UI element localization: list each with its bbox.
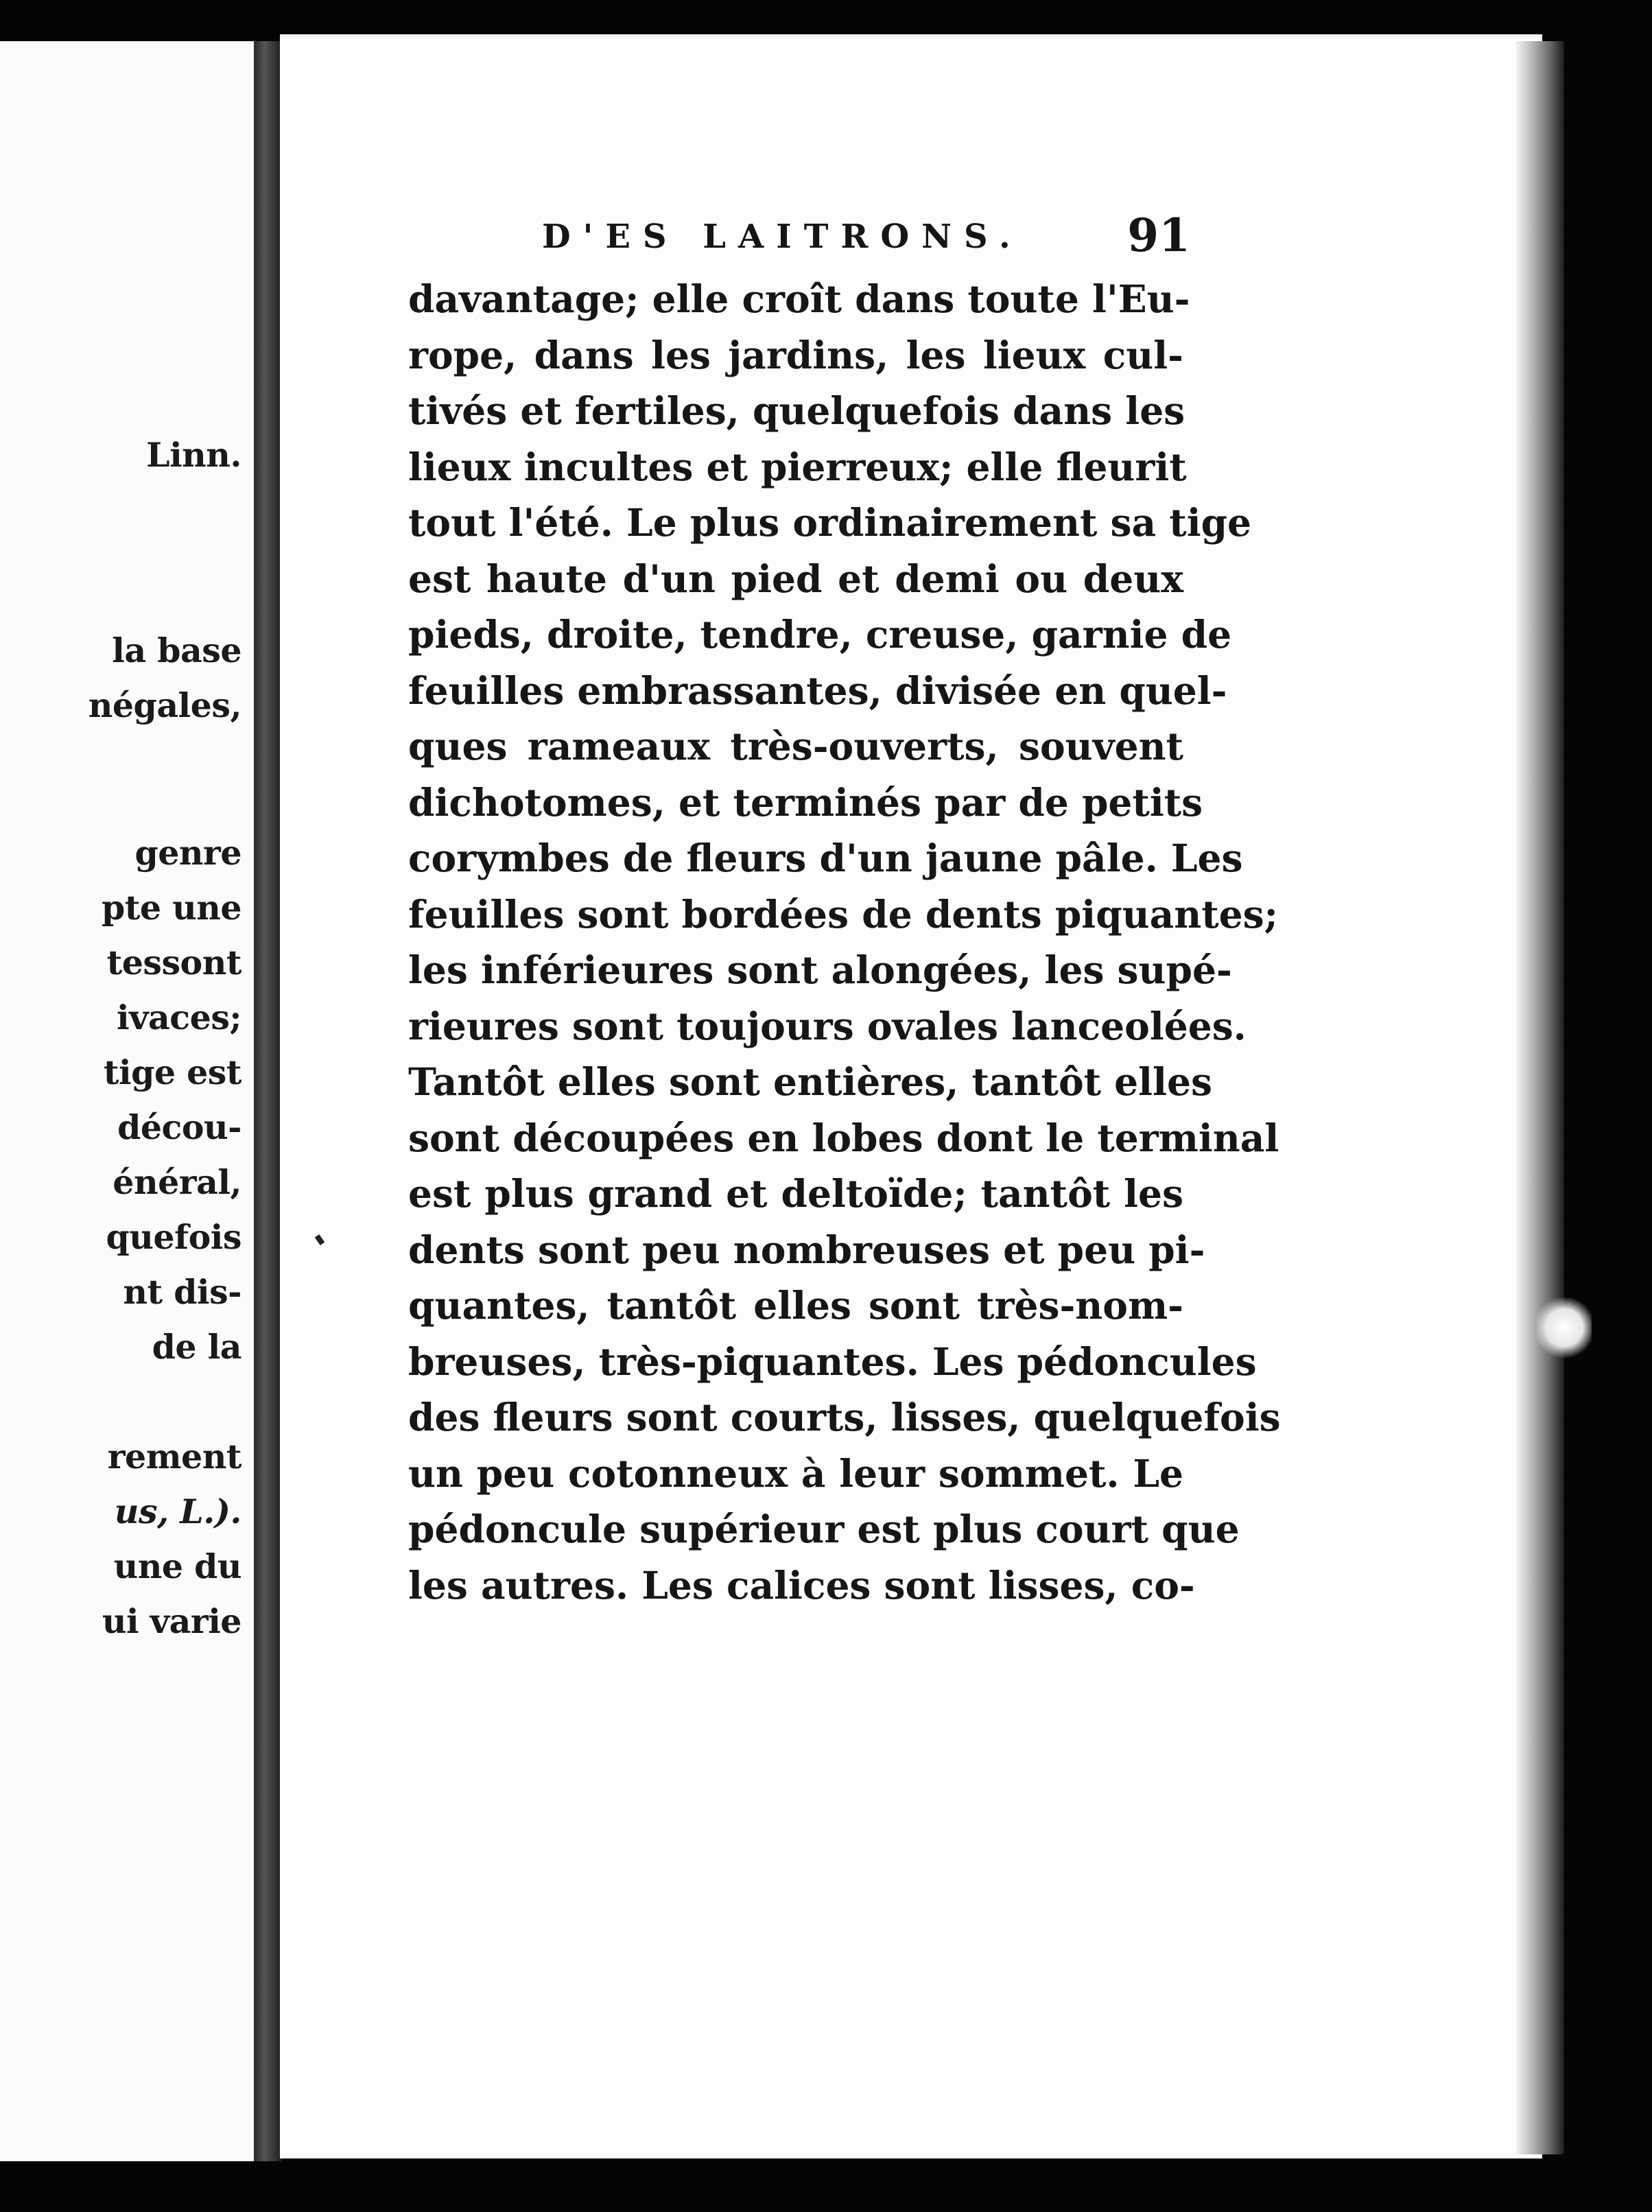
text-line: tivés et fertiles, quelquefois dans les — [408, 388, 1185, 433]
text-line: pieds, droite, tendre, creuse, garnie de — [408, 612, 1232, 657]
text-line: tout l'été. Le plus ordinairement sa tige — [408, 500, 1252, 545]
left-page-fragment: tige est — [103, 1052, 241, 1092]
left-page-fragment: Linn. — [146, 435, 241, 475]
left-page-fragment: la base — [112, 631, 241, 670]
left-page-fragment: nt dis- — [123, 1272, 241, 1312]
page-edge-shadow — [1516, 41, 1564, 2154]
text-line: les autres. Les calices sont lisses, co- — [408, 1562, 1195, 1608]
text-line: lieux incultes et pierreux; elle fleurit — [408, 444, 1187, 489]
left-page-fragment: pte une — [101, 888, 241, 928]
paper-damage-spot — [1537, 1297, 1592, 1358]
text-line: breuses, très-piquantes. Les pédoncules — [408, 1339, 1257, 1384]
left-page-fragment: quefois — [106, 1217, 241, 1257]
text-line: des fleurs sont courts, lisses, quelquefois — [408, 1395, 1281, 1439]
text-line: quantes, tantôt elles sont très-nom- — [408, 1283, 1183, 1328]
text-line: pédoncule supérieur est plus court que — [408, 1507, 1240, 1551]
text-line: dents sont peu nombreuses et peu pi- — [408, 1227, 1205, 1272]
text-line: est haute d'un pied et demi ou deux — [408, 556, 1183, 601]
left-page-fragment: une du — [113, 1546, 241, 1586]
book-gutter — [254, 41, 281, 2161]
left-page-fragment: ui varie — [102, 1601, 241, 1641]
text-line: dichotomes, et terminés par de petits — [408, 779, 1203, 825]
left-page-fragment: rement — [107, 1437, 241, 1476]
body-text — [408, 271, 1281, 1613]
text-line: un peu cotonneux à leur sommet. Le — [408, 1450, 1183, 1496]
text-line: feuilles embrassantes, divisée en quel- — [408, 668, 1227, 713]
left-page-fragment: de la — [152, 1327, 241, 1367]
page-header — [542, 209, 1190, 268]
text-line: feuilles sont bordées de dents piquantes; — [408, 891, 1278, 937]
text-line: les inférieures sont alongées, les supé- — [408, 948, 1232, 992]
text-line: sont découpées en lobes dont le terminal — [408, 1115, 1279, 1160]
running-head: D'ES LAITRONS. — [542, 217, 1023, 256]
left-page-fragment: énéral, — [113, 1162, 241, 1202]
left-page-fragment: tessont — [106, 943, 241, 983]
facing-left-page — [0, 41, 254, 2161]
text-line: est plus grand et deltoïde; tantôt les — [408, 1171, 1183, 1216]
text-line: rieures sont toujours ovales lanceolées. — [408, 1003, 1247, 1048]
text-line: rope, dans les jardins, les lieux cul- — [408, 332, 1183, 377]
left-page-fragment: ivaces; — [116, 998, 241, 1037]
left-page-fragment: us, L.). — [114, 1492, 241, 1531]
text-line: davantage; elle croît dans toute l'Eu- — [408, 276, 1190, 321]
text-line: ques rameaux très-ouverts, souvent — [408, 724, 1183, 768]
left-page-fragment: décou- — [117, 1107, 241, 1147]
left-page-fragment: genre — [134, 833, 241, 873]
left-page-fragment: négales, — [88, 685, 241, 725]
page-number: 91 — [1127, 209, 1190, 262]
text-line: corymbes de fleurs d'un jaune pâle. Les — [408, 836, 1243, 880]
text-line: Tantôt elles sont entières, tantôt elles — [408, 1059, 1212, 1104]
